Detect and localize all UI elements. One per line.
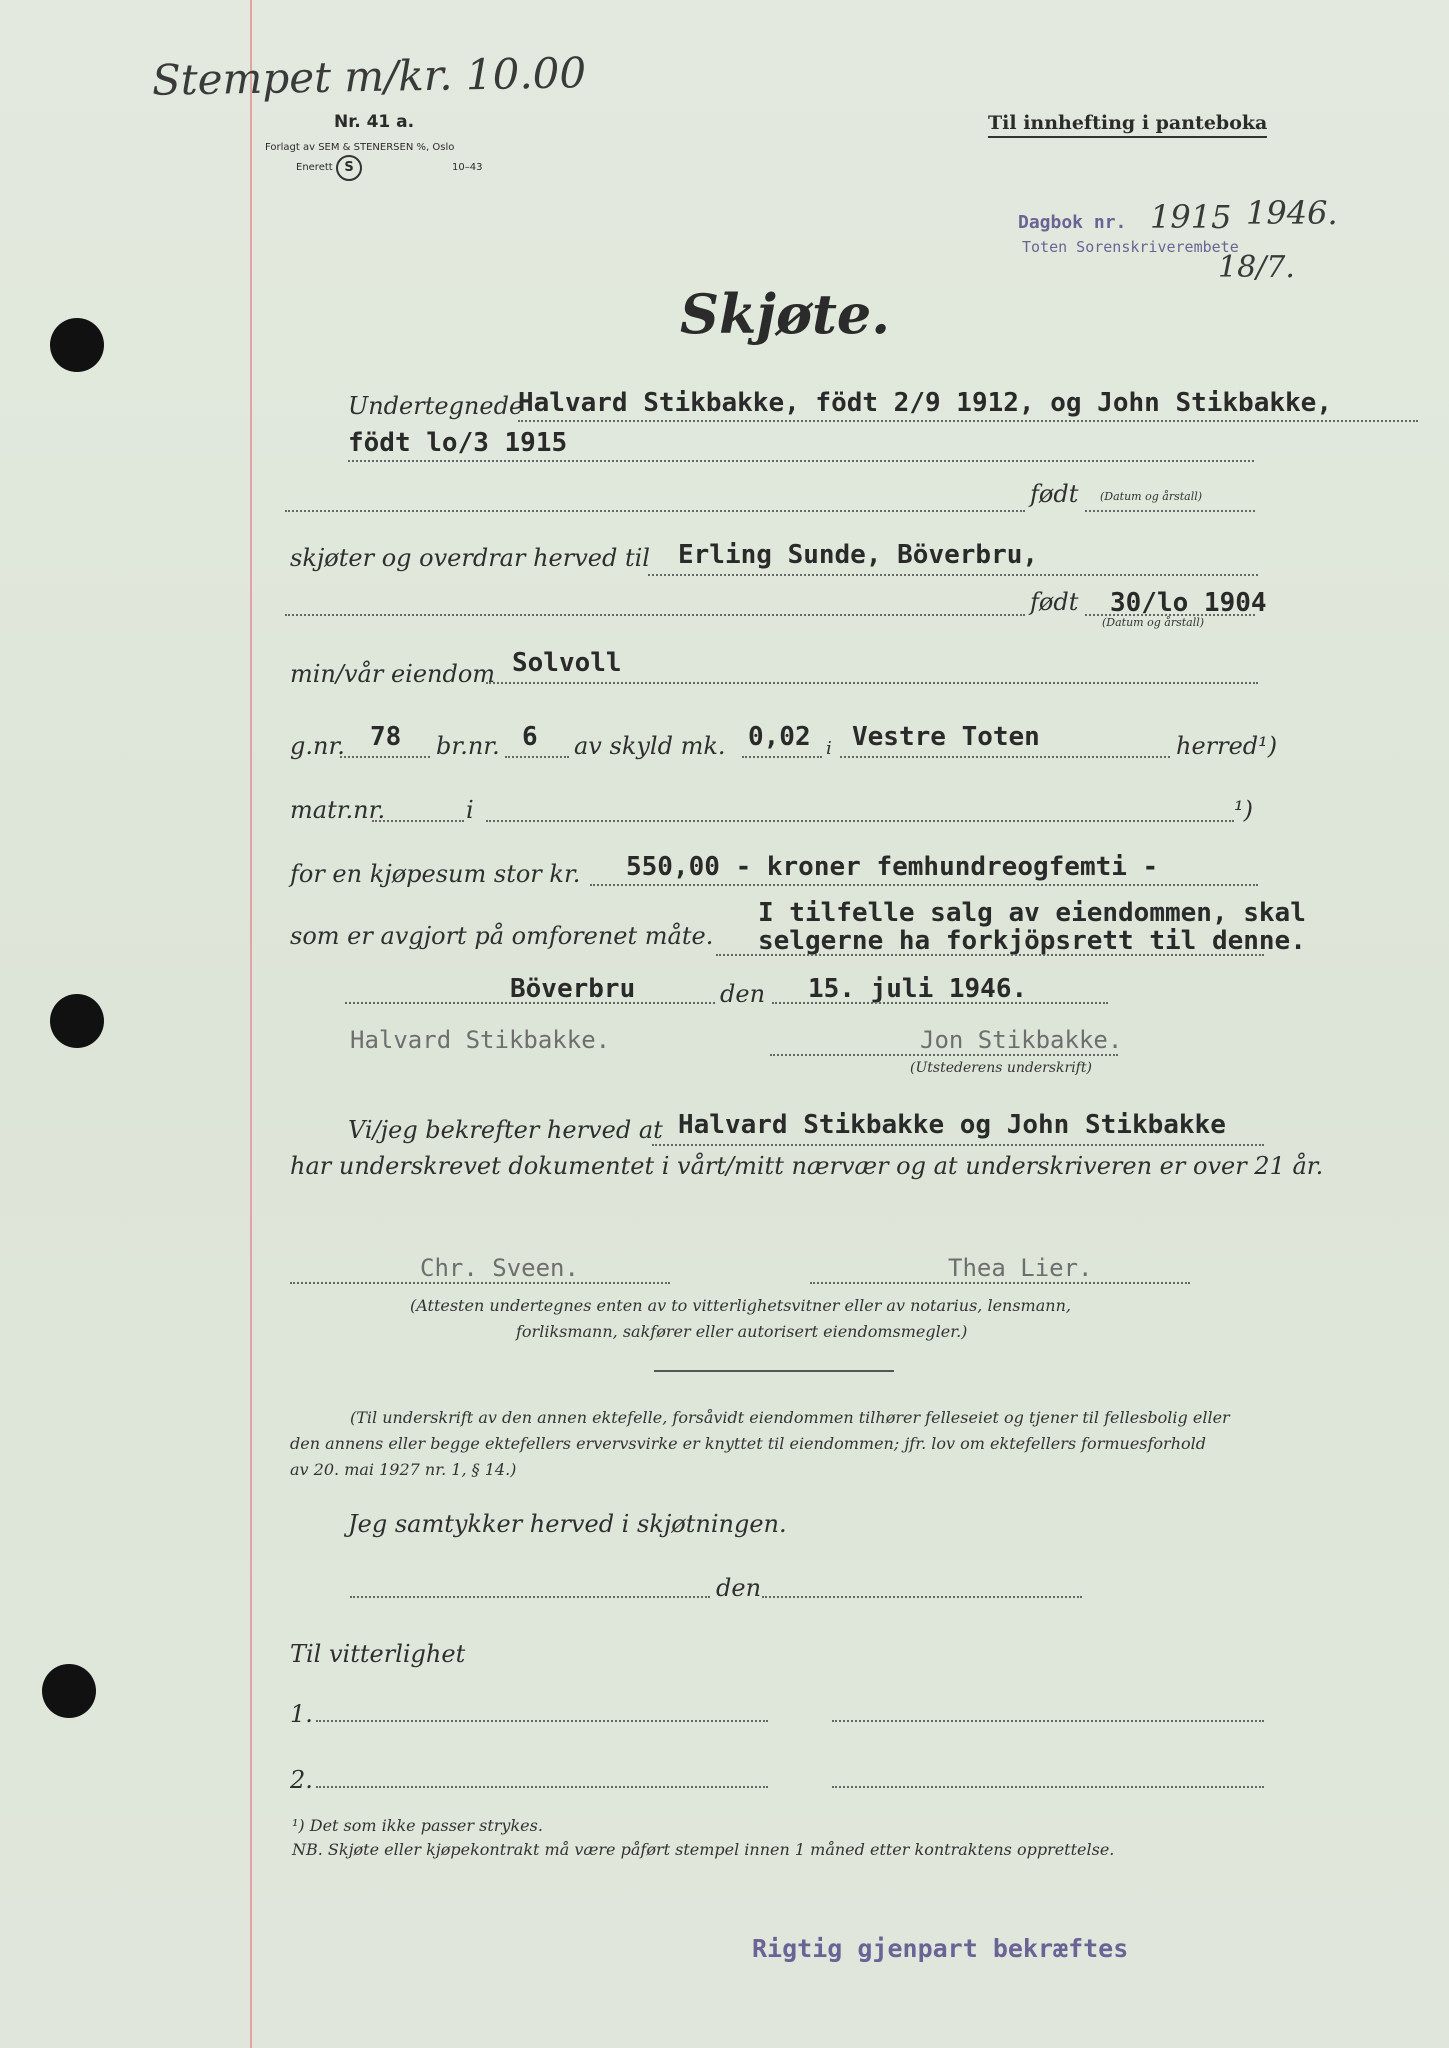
- sellers-born-label: født: [1030, 480, 1079, 508]
- handwritten-stamp-note: Stempet m/kr. 10.00: [151, 48, 587, 105]
- property-name: Solvoll: [512, 648, 622, 678]
- attestation-label: Vi/jeg bekrefter herved at: [348, 1116, 663, 1144]
- matrnr-end: ¹): [1234, 796, 1253, 824]
- journal-year: 1946.: [1246, 194, 1338, 232]
- sellers-line2: födt lo/3 1915: [348, 428, 568, 458]
- skyld-i-label: i: [826, 738, 832, 759]
- attestation-names: Halvard Stikbakke og John Stikbakke: [678, 1110, 1226, 1140]
- signature-hint: (Utstederens underskrift): [910, 1060, 1092, 1076]
- journal-number: 1915: [1150, 198, 1232, 236]
- sellers-line1: Halvard Stikbakke, födt 2/9 1912, og John Stikbakke,: [518, 388, 1332, 418]
- terms-label: som er avgjort på omforenet måte.: [290, 922, 714, 950]
- journal-stamp-label: Dagbok nr.: [1018, 212, 1127, 233]
- spouse-note-1: (Til underskrift av den annen ektefelle, forsåvidt eiendommen tilhører felleseiet og tjener til fellesbolig eller: [350, 1408, 1230, 1427]
- place-den-label: den: [720, 980, 766, 1008]
- terms-line1: I tilfelle salg av eiendommen, skal: [758, 898, 1306, 928]
- herred-value: Vestre Toten: [852, 722, 1040, 752]
- brnr-label: br.nr.: [436, 732, 500, 760]
- certification-stamp: Rigtig gjenpart bekræftes: [752, 1934, 1129, 1963]
- punch-hole: [42, 1664, 96, 1718]
- spouse-note-3: av 20. mai 1927 nr. 1, § 14.): [290, 1460, 517, 1479]
- attestation-note-2: forliksmann, sakfører eller autorisert eiendomsmegler.): [516, 1322, 968, 1341]
- attestation-line2: har underskrevet dokumentet i vårt/mitt nærvær og at underskriveren er over 21 år.: [290, 1152, 1324, 1180]
- buyer-born-value: 30/lo 1904: [1110, 588, 1267, 618]
- matrnr-i-label: i: [466, 796, 474, 824]
- place-value: Böverbru: [510, 974, 636, 1004]
- brnr-value: 6: [522, 722, 538, 752]
- witness-item-2: 2.: [290, 1766, 313, 1794]
- seller-signature-2: Jon Stikbakke.: [920, 1026, 1123, 1054]
- matrnr-label: matr.nr.: [290, 796, 386, 824]
- form-number: Nr. 41 a.: [334, 112, 415, 132]
- buyer-born-label: født: [1030, 588, 1079, 616]
- gnr-value: 78: [370, 722, 402, 752]
- property-label: min/vår eiendom: [290, 660, 496, 688]
- document-title: Skjøte.: [680, 282, 891, 346]
- skyld-value: 0,02: [748, 722, 811, 752]
- punch-hole: [50, 994, 104, 1048]
- spouse-consent: Jeg samtykker herved i skjøtningen.: [348, 1510, 787, 1538]
- gnr-label: g.nr.: [290, 732, 345, 760]
- footnote-1: ¹) Det som ikke passer strykes.: [292, 1816, 543, 1835]
- publisher-date: 10–43: [452, 162, 483, 173]
- spouse-note-2: den annens eller begge ektefellers ervervsvirke er knyttet til eiendommen; jfr. lov om ektefellers formuesforhold: [290, 1434, 1206, 1453]
- date-value: 15. juli 1946.: [808, 974, 1028, 1004]
- spouse-den-label: den: [716, 1574, 762, 1602]
- buyer-label: skjøter og overdrar herved til: [290, 544, 650, 572]
- publisher-rights: Enerett: [296, 162, 333, 173]
- witness-item-1: 1.: [290, 1700, 313, 1728]
- witness-block-label: Til vitterlighet: [290, 1640, 466, 1668]
- journal-date: 18/7.: [1218, 250, 1295, 285]
- journal-office: Toten Sorenskriverembete: [1022, 238, 1239, 256]
- skyld-label: av skyld mk.: [574, 732, 726, 760]
- footnote-2: NB. Skjøte eller kjøpekontrakt må være påført stempel innen 1 måned etter kontraktens opprettelse.: [292, 1840, 1115, 1859]
- seller-signature-1: Halvard Stikbakke.: [350, 1026, 611, 1054]
- buyer-name: Erling Sunde, Böverbru,: [678, 540, 1039, 570]
- terms-line2: selgerne ha forkjöpsrett til denne.: [758, 926, 1306, 956]
- red-margin-line: [250, 0, 252, 2048]
- herred-label: herred¹): [1176, 732, 1278, 760]
- publisher-line: Forlagt av SEM & STENERSEN %, Oslo: [265, 142, 455, 153]
- publisher-logo-icon: S: [336, 155, 362, 181]
- price-value: 550,00 - kroner femhundreogfemti -: [626, 852, 1159, 882]
- buyer-born-hint: (Datum og årstall): [1102, 616, 1205, 629]
- sellers-born-hint: (Datum og årstall): [1100, 490, 1203, 503]
- attestation-note-1: (Attesten undertegnes enten av to vitterlighetsvitner eller av notarius, lensmann,: [410, 1296, 1071, 1315]
- price-label: for en kjøpesum stor kr.: [290, 860, 581, 888]
- sellers-label: Undertegnede: [348, 392, 524, 420]
- witness-signature-2: Thea Lier.: [948, 1254, 1093, 1282]
- filing-label: Til innhefting i panteboka: [988, 112, 1267, 138]
- witness-signature-1: Chr. Sveen.: [420, 1254, 579, 1282]
- punch-hole: [50, 318, 104, 372]
